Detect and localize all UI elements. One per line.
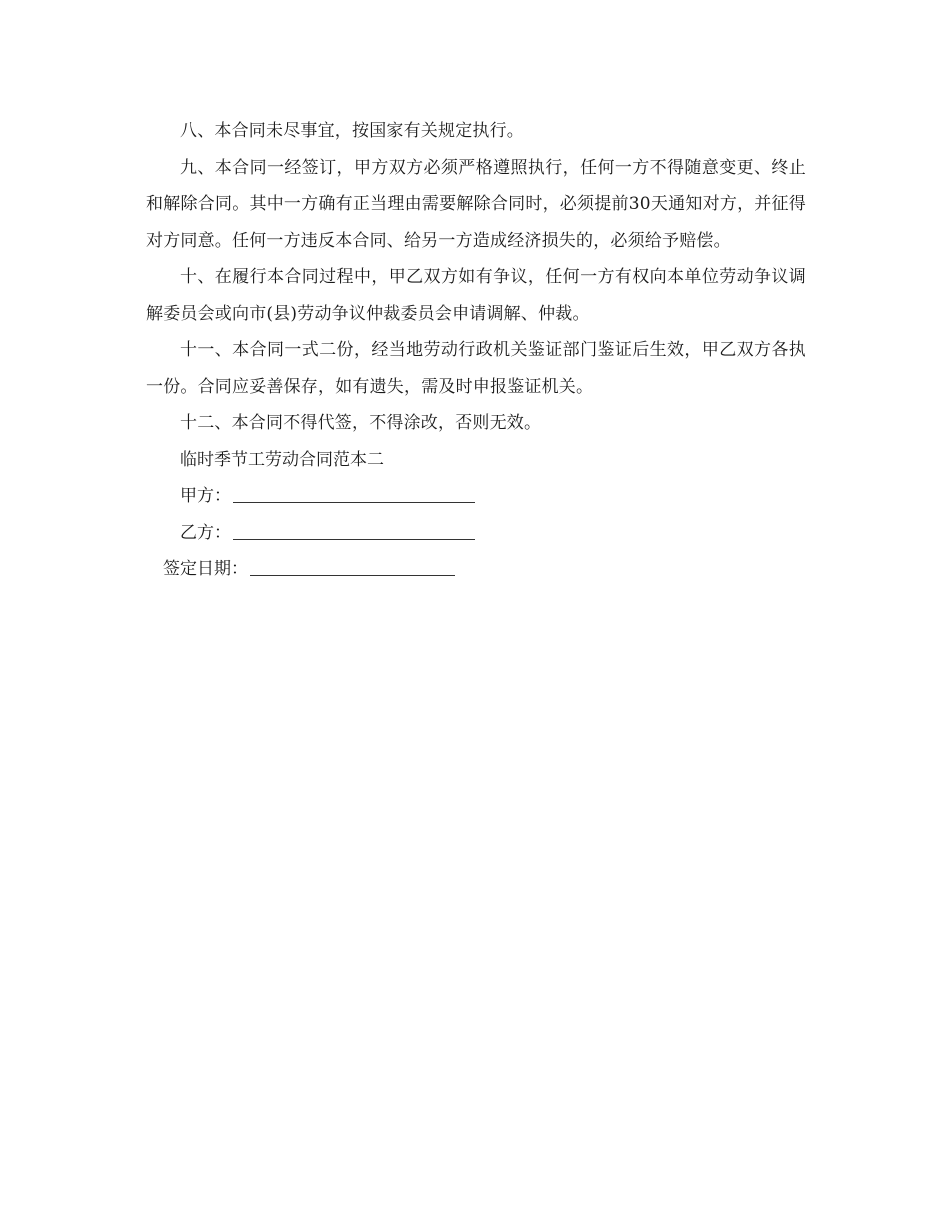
party-b-line [146,515,806,552]
clause-10: 十、在履行本合同过程中，甲乙双方如有争议，任何一方有权向本单位劳动争议调解委员会或向市(县)劳动争议仲裁委员会申请调解、仲裁。 [146,267,806,324]
clause-12: 十二、本合同不得代签，不得涂改，否则无效。 [180,413,542,433]
party-a-label: 甲方： [180,486,231,506]
sign-date-blank [250,557,455,576]
party-a-line [146,478,806,515]
sign-date-line [146,551,806,588]
clause-9: 九、本合同一经签订，甲方双方必须严格遵照执行，任何一方不得随意变更、终止和解除合同。其中一方确有正当理由需要解除合同时，必须提前30天通知对方，并征得对方同意。任何一方违反本合同、给另一方造成经济损失的，必须给予赔偿。 [146,157,806,251]
party-b-label: 乙方： [180,522,231,543]
document-body [146,113,806,588]
clause-11: 十一、本合同一式二份，经当地劳动行政机关鉴证部门鉴证后生效，甲乙双方各执一份。合同应妥善保存，如有遗失，需及时申报鉴证机关。 [146,340,806,397]
template-title: 临时季节工劳动合同范本二 [180,449,384,470]
party-b-blank [233,521,475,540]
party-a-blank [233,484,475,503]
clause-8: 八、本合同未尽事宜，按国家有关规定执行。 [180,121,524,141]
sign-date-label: 签定日期： [163,559,248,579]
